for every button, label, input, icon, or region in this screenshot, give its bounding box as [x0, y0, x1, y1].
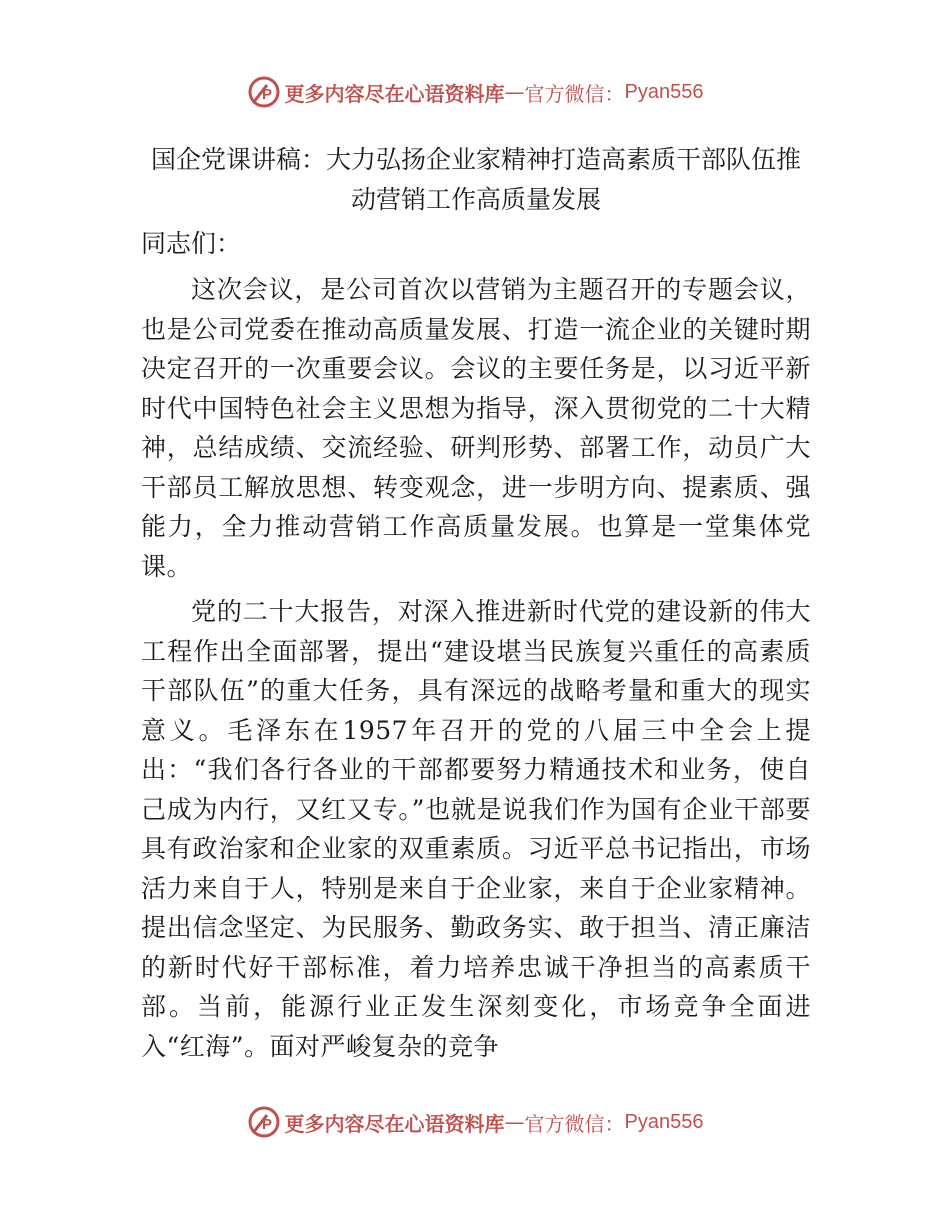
brand-logo-letter: P — [261, 86, 272, 103]
document-body — [141, 140, 811, 1072]
brand-logo-icon — [247, 1105, 281, 1139]
header-banner — [0, 72, 950, 112]
banner-main-text: 更多内容尽在心语资料库 — [284, 81, 505, 106]
paragraph-2: 党的二十大报告，对深入推进新时代党的建设新的伟大工程作出全面部署，提出“建设堪当民族复兴重任的高素质干部队伍”的重大任务，具有深远的战略考量和重大的现实意义。毛泽东在1957年召开的党的八届三中全会上提出：“我们各行各业的干部都要努力精通技术和业务，使自己成为内行，又红又专。”也就是说我们作为国有企业干部要具有政治家和企业家的双重素质。习近平总书记指出，市场活力来自于人，特别是来自于企业家，来自于企业家精神。提出信念坚定、为民服务、勤政务实、敢于担当、清正廉洁的新时代好干部标准，着力培养忠诚干净担当的高素质干部。当前，能源行业正发生深刻变化，市场竞争全面进入“红海”。面对严峻复杂的竞争 — [141, 597, 811, 1061]
document-greeting: 同志们： — [141, 229, 242, 258]
paragraph-1: 这次会议，是公司首次以营销为主题召开的专题会议，也是公司党委在推动高质量发展、打造一流企业的关键时期决定召开的一次重要会议。会议的主要任务是，以习近平新时代中国特色社会主义思想为指导，深入贯彻党的二十大精神，总结成绩、交流经验、研判形势、部署工作，动员广大干部员工解放思想、转变观念，进一步明方向、提素质、强能力，全力推动营销工作高质量发展。也算是一堂集体党课。 — [141, 275, 811, 581]
footer-banner — [0, 1102, 950, 1142]
banner-wechat-label: 官方微信： — [524, 1111, 625, 1136]
banner-main-text: 更多内容尽在心语资料库 — [284, 1111, 505, 1136]
document-title: 国企党课讲稿：大力弘扬企业家精神打造高素质干部队伍推动营销工作高质量发展 — [150, 145, 801, 214]
banner-wechat-id: Pyan556 — [624, 80, 704, 103]
brand-logo-letter: P — [261, 1116, 272, 1133]
banner-wechat-label: 官方微信： — [524, 81, 625, 106]
banner-wechat-id: Pyan556 — [624, 1110, 704, 1133]
brand-logo-icon — [247, 75, 281, 109]
banner-separator: — — [504, 1110, 525, 1134]
banner-separator: — — [504, 80, 525, 104]
